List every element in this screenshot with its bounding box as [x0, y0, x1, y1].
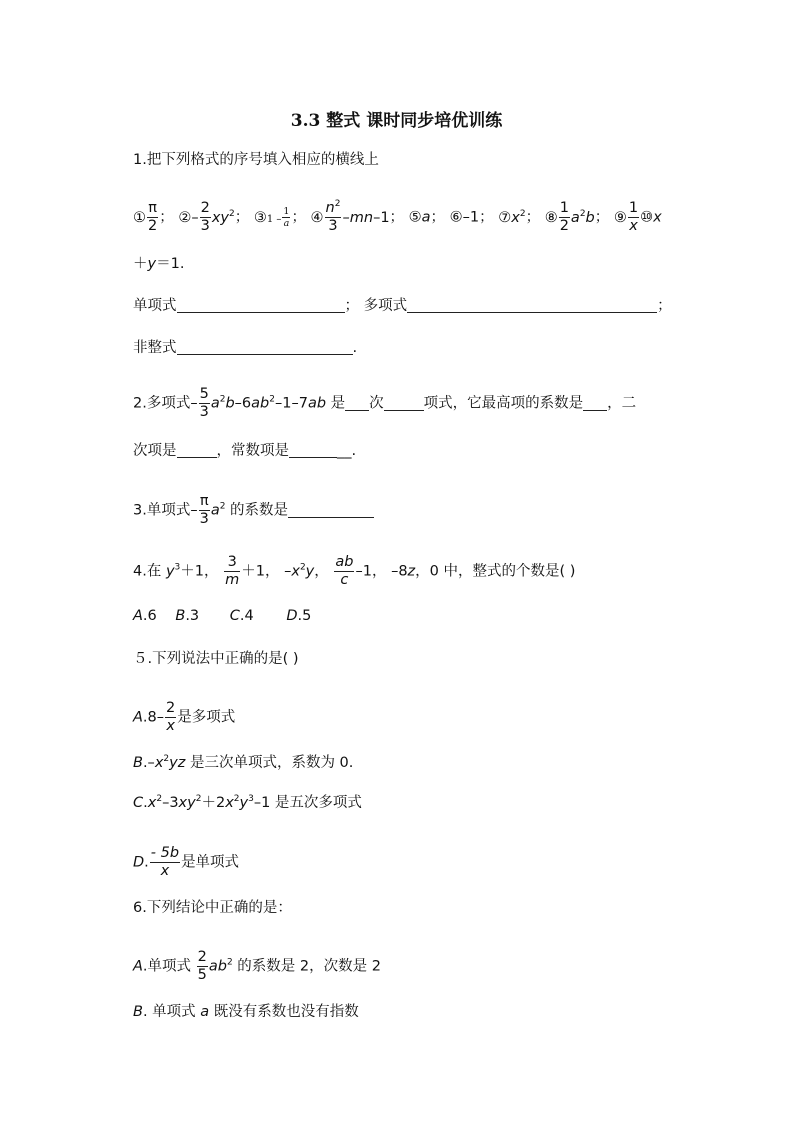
q1-item-10: ⑩x: [640, 209, 662, 226]
q1-item-4: ④ $\frac{n^2}{3}$ –mn–1: [310, 199, 390, 234]
non-integral-answer-blank[interactable]: [177, 340, 353, 355]
q4-line: 4.在 $y^3+1$， $\frac{3}{m}$ ＋1， $-x^2y$， $\frac{ab}{c}$ –1， –8z，0 中，整式的个数是( ): [133, 554, 576, 588]
q1-nonint-line: 非整式 .: [133, 340, 358, 356]
q4-choice-a[interactable]: A.6: [133, 608, 157, 624]
q1-item-1: ① $\frac{\pi}{2}$: [133, 200, 158, 234]
q1-stem: 1.把下列格式的序号填入相应的横线上: [133, 152, 379, 168]
q1-item-5: ⑤a: [408, 209, 431, 226]
q3-coefficient-answer-blank[interactable]: [288, 503, 374, 518]
q6-choice-a[interactable]: A.单项式 $\frac{2}{5}$ $ab^2$ 的系数是 2，次数是 2: [133, 949, 381, 983]
q1-item-6: ⑥–1: [449, 209, 480, 226]
page-title: 3.3 整式 课时同步培优训练: [290, 111, 503, 131]
q1-item-8: ⑧ $\frac{1}{2}$ $a^2b$: [544, 200, 595, 234]
q1-item-7: $⑦x^2$: [498, 208, 526, 226]
q2-line-2: 次项是 ，常数项是 __.: [133, 443, 357, 459]
q4-choice-d[interactable]: D.5: [286, 608, 312, 624]
q1-blanks-line: 单项式 ； 多项式 ；: [133, 298, 672, 314]
polynomial-answer-blank[interactable]: [407, 298, 657, 313]
q5-choice-c[interactable]: $C.x^2-3xy^2+2x^2y^3-1$ 是五次多项式: [133, 794, 362, 811]
q5-choice-b[interactable]: $B.-x^2yz$ 是三次单项式，系数为 0.: [133, 754, 354, 771]
quadratic-term-answer-blank[interactable]: [177, 443, 217, 458]
q1-item-9: ⑨ $\frac{1}{x}$: [613, 200, 639, 234]
polynomial-label: 多项式: [363, 298, 408, 314]
monomial-label: 单项式: [133, 298, 177, 314]
q6-choice-b[interactable]: B. 单项式 a 既没有系数也没有指数: [133, 1004, 359, 1020]
q6-stem: 6.下列结论中正确的是：: [133, 900, 292, 916]
q1-item-10-continued: ＋y＝1.: [133, 256, 185, 272]
monomial-answer-blank[interactable]: [177, 298, 345, 313]
q4-choices: [133, 606, 311, 626]
degree-answer-blank[interactable]: [345, 396, 369, 411]
q1-items-line: ① $\frac{\pi}{2}$ ； ②– $\frac{2}{3}$ $xy^2$； ③1 – $\frac{1}{a}$ ； ④ $\frac{n^2}{3}$ –mn–1； ⑤a； ⑥–1； $⑦x^2$； ⑧ $\frac{1}{2}$ $a^2b$； ⑨ $\frac{1}{x}$ ⑩x: [133, 199, 662, 234]
non-integral-label: 非整式: [133, 340, 177, 356]
q4-choice-b[interactable]: B.3: [175, 608, 200, 624]
term-count-answer-blank[interactable]: [384, 396, 424, 411]
constant-term-answer-blank[interactable]: [289, 443, 337, 458]
q3-line: 3.单项式– $\frac{\pi}{3}$ $a^2$ 的系数是: [133, 493, 374, 528]
q1-item-3: ③1 – $\frac{1}{a}$: [253, 206, 290, 229]
q1-item-2: ②– $\frac{2}{3}$ $xy^2$: [178, 200, 235, 234]
q5-choice-d[interactable]: D. $\frac{- 5b}{x}$ 是单项式: [133, 845, 240, 879]
q5-choice-a[interactable]: A.8– $\frac{2}{x}$ 是多项式: [133, 700, 236, 734]
q2-line-1: 2.多项式– $\frac{5}{3}$ $a^2b-6ab^2-1-7ab$ 是 次 项式，它最高项的系数是 ，二: [133, 386, 637, 420]
highest-coefficient-answer-blank[interactable]: [583, 396, 607, 411]
q5-stem: ５.下列说法中正确的是( ): [133, 651, 299, 667]
q4-choice-c[interactable]: C.4: [229, 608, 254, 624]
